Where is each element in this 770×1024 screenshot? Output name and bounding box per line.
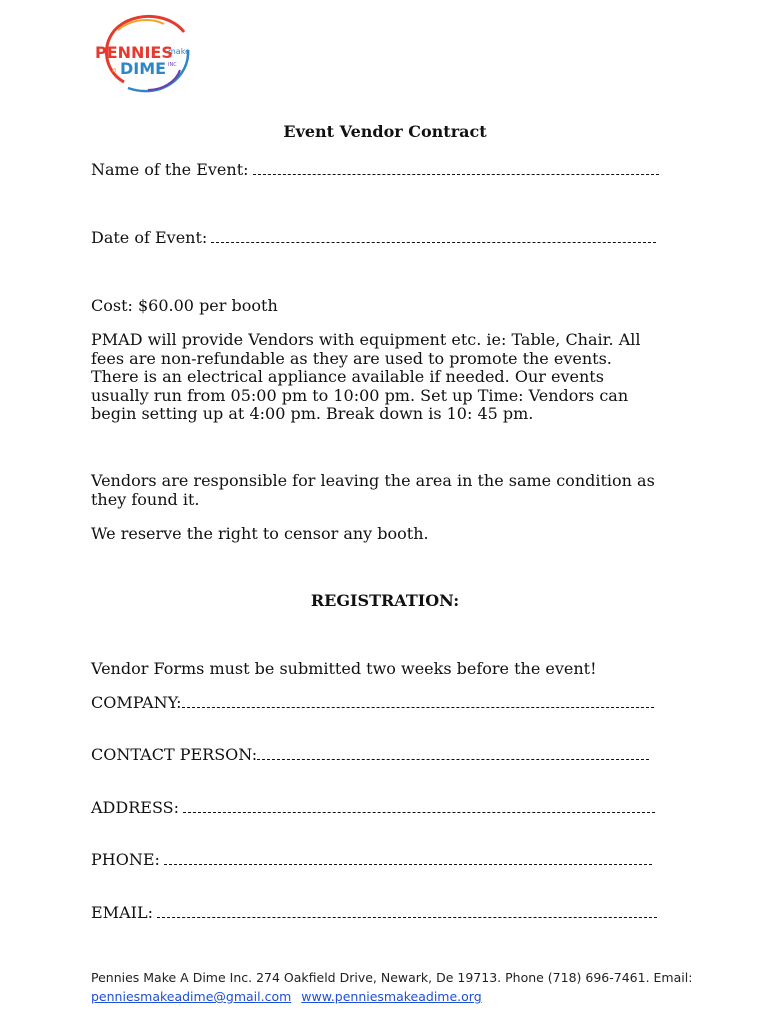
contact-person-blank[interactable]: [257, 749, 649, 760]
event-date-field[interactable]: [91, 228, 656, 247]
logo-text-dime: DIME: [120, 59, 167, 78]
paragraph-line: fees are non-refundable as they are used to promote the events.: [91, 348, 612, 368]
logo-graphic: [92, 10, 200, 96]
contact-person-label: CONTACT PERSON:: [91, 745, 258, 764]
paragraph-line: they found it.: [91, 489, 200, 509]
cost-text: Cost: $60.00 per booth: [91, 296, 278, 315]
contact-person-field[interactable]: [91, 745, 649, 764]
company-logo: [92, 10, 200, 96]
address-label: ADDRESS:: [91, 798, 179, 817]
footer: [91, 968, 711, 1006]
responsibility-paragraph: [91, 472, 691, 509]
event-name-field[interactable]: [91, 160, 659, 179]
email-blank[interactable]: [157, 907, 657, 918]
company-blank[interactable]: [182, 697, 654, 708]
logo-text-pennies: PENNIES: [95, 43, 173, 62]
equipment-paragraph: [91, 331, 691, 424]
address-field[interactable]: [91, 798, 655, 817]
paragraph-line: Vendors are responsible for leaving the area in the same condition as: [91, 471, 655, 490]
event-date-label: Date of Event:: [91, 228, 208, 247]
paragraph-line: usually run from 05:00 pm to 10:00 pm. Set up Time: Vendors can: [91, 385, 629, 405]
phone-field[interactable]: [91, 850, 652, 869]
footer-website-link[interactable]: www.penniesmakeadime.org: [301, 989, 482, 1004]
email-field[interactable]: [91, 903, 657, 922]
phone-blank[interactable]: [164, 854, 652, 865]
event-name-blank[interactable]: [253, 164, 659, 175]
company-field[interactable]: [91, 693, 654, 712]
vendor-forms-note: Vendor Forms must be submitted two weeks before the event!: [91, 659, 597, 678]
logo-text-make: make: [168, 47, 190, 56]
footer-address: Pennies Make A Dime Inc. 274 Oakfield Drive, Newark, De 19713. Phone (718) 696-7461. Email:: [91, 970, 693, 985]
company-label: COMPANY:: [91, 693, 182, 712]
logo-text-inc: INC: [168, 62, 177, 68]
footer-email-link[interactable]: penniesmakeadime@gmail.com: [91, 989, 292, 1004]
registration-heading: REGISTRATION:: [310, 591, 460, 610]
paragraph-line: There is an electrical appliance available if needed. Our events: [91, 367, 604, 386]
footer-links: [91, 987, 711, 1006]
logo-text-a: a: [112, 66, 117, 74]
event-name-label: Name of the Event:: [91, 160, 249, 179]
event-date-blank[interactable]: [211, 232, 656, 243]
contract-title: Event Vendor Contract: [283, 122, 487, 141]
address-blank[interactable]: [183, 802, 655, 813]
phone-label: PHONE:: [91, 850, 160, 869]
email-label: EMAIL:: [91, 903, 153, 922]
paragraph-line: PMAD will provide Vendors with equipment etc. ie: Table, Chair. All: [91, 330, 641, 349]
paragraph-line: begin setting up at 4:00 pm. Break down is 10: 45 pm.: [91, 404, 534, 423]
censor-text: We reserve the right to censor any booth.: [91, 524, 429, 543]
